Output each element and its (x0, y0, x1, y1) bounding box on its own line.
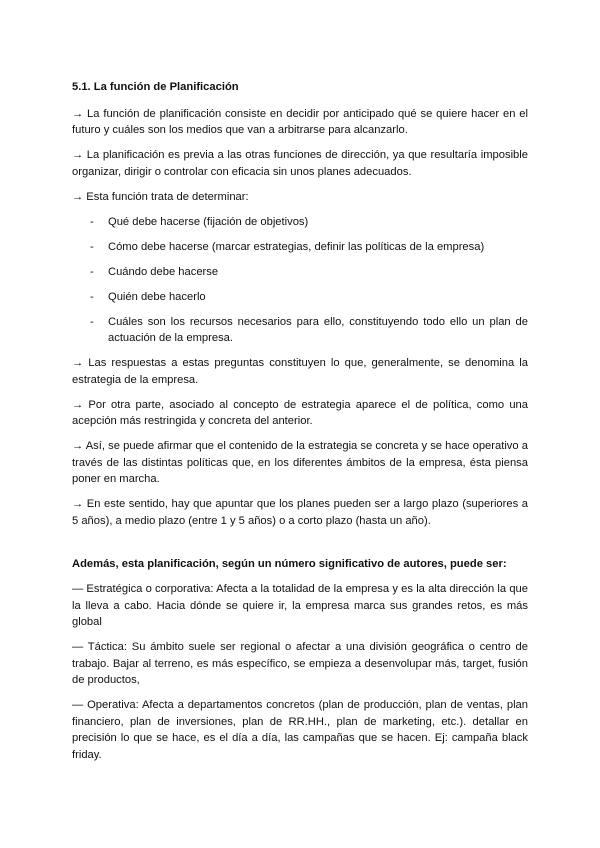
paragraph: → Por otra parte, asociado al concepto de estrategia aparece el de política, como una acepción más restringida y concreta del anterior. (72, 398, 528, 427)
list-item (72, 214, 528, 231)
list-item (72, 314, 528, 347)
list-dash: - (90, 315, 94, 328)
list-item-text: Cuáles son los recursos necesarios para ello, constituyendo todo ello un plan de actuación de la empresa. (108, 315, 528, 344)
paragraph: → Esta función trata de determinar: (72, 190, 249, 203)
list-item-text: Cuándo debe hacerse (108, 265, 219, 278)
list-item-text: Cómo debe hacerse (marcar estrategias, definir las políticas de la empresa) (108, 240, 485, 253)
list-item (72, 289, 528, 306)
list-item (72, 239, 528, 256)
list-dash: - (90, 265, 94, 278)
paragraph: → Así, se puede afirmar que el contenido de la estrategia se concreta y se hace operativo a través de las distintas políticas que, en los diferentes ámbitos de la empresa, ésta piensa poner en marcha. (72, 440, 528, 485)
paragraph: → La función de planificación consiste en decidir por anticipado qué se quiere hacer en el futuro y cuáles son los medios que van a arbitrarse para alcanzarlo. (72, 107, 528, 136)
questions-list (72, 214, 528, 347)
list-dash: - (90, 215, 94, 228)
list-item-text: Qué debe hacerse (fijación de objetivos) (108, 215, 309, 228)
types-heading: Además, esta planificación, según un número significativo de autores, puede ser: (72, 557, 507, 570)
list-dash: - (90, 290, 94, 303)
list-item-text: Quién debe hacerlo (108, 290, 206, 303)
paragraph: → La planificación es previa a las otras funciones de dirección, ya que resultaría imposible organizar, dirigir o controlar con eficacia sin unos planes adecuados. (72, 149, 528, 178)
document-page (72, 79, 528, 772)
list-item (72, 264, 528, 281)
paragraph: → En este sentido, hay que apuntar que los planes pueden ser a largo plazo (superiores a 5 años), a medio plazo (entre 1 y 5 años) o a corto plazo (hasta un año). (72, 498, 528, 527)
section-title: 5.1. La función de Planificación (72, 81, 239, 93)
paragraph: — Táctica: Su ámbito suele ser regional o afectar a una división geográfica o centro de trabajo. Bajar al terreno, es más específico, se empieza a desenvolupar más, target, fusión de productos, (72, 641, 528, 686)
paragraph: → Las respuestas a estas preguntas constituyen lo que, generalmente, se denomina la estrategia de la empresa. (72, 357, 528, 386)
spacer (72, 538, 528, 556)
paragraph: — Operativa: Afecta a departamentos concretos (plan de producción, plan de ventas, plan financiero, plan de inversiones, plan de RR.HH., plan de marketing, etc.). detallar en precisión lo que se hace, es el día a día, las campañas que se hacen. Ej: campaña black friday. (72, 699, 528, 761)
list-dash: - (90, 240, 94, 253)
paragraph: — Estratégica o corporativa: Afecta a la totalidad de la empresa y es la alta dirección la que la lleva a cabo. Hacia dónde se quiere ir, la empresa marca sus grandes retos, es más global (72, 583, 528, 628)
